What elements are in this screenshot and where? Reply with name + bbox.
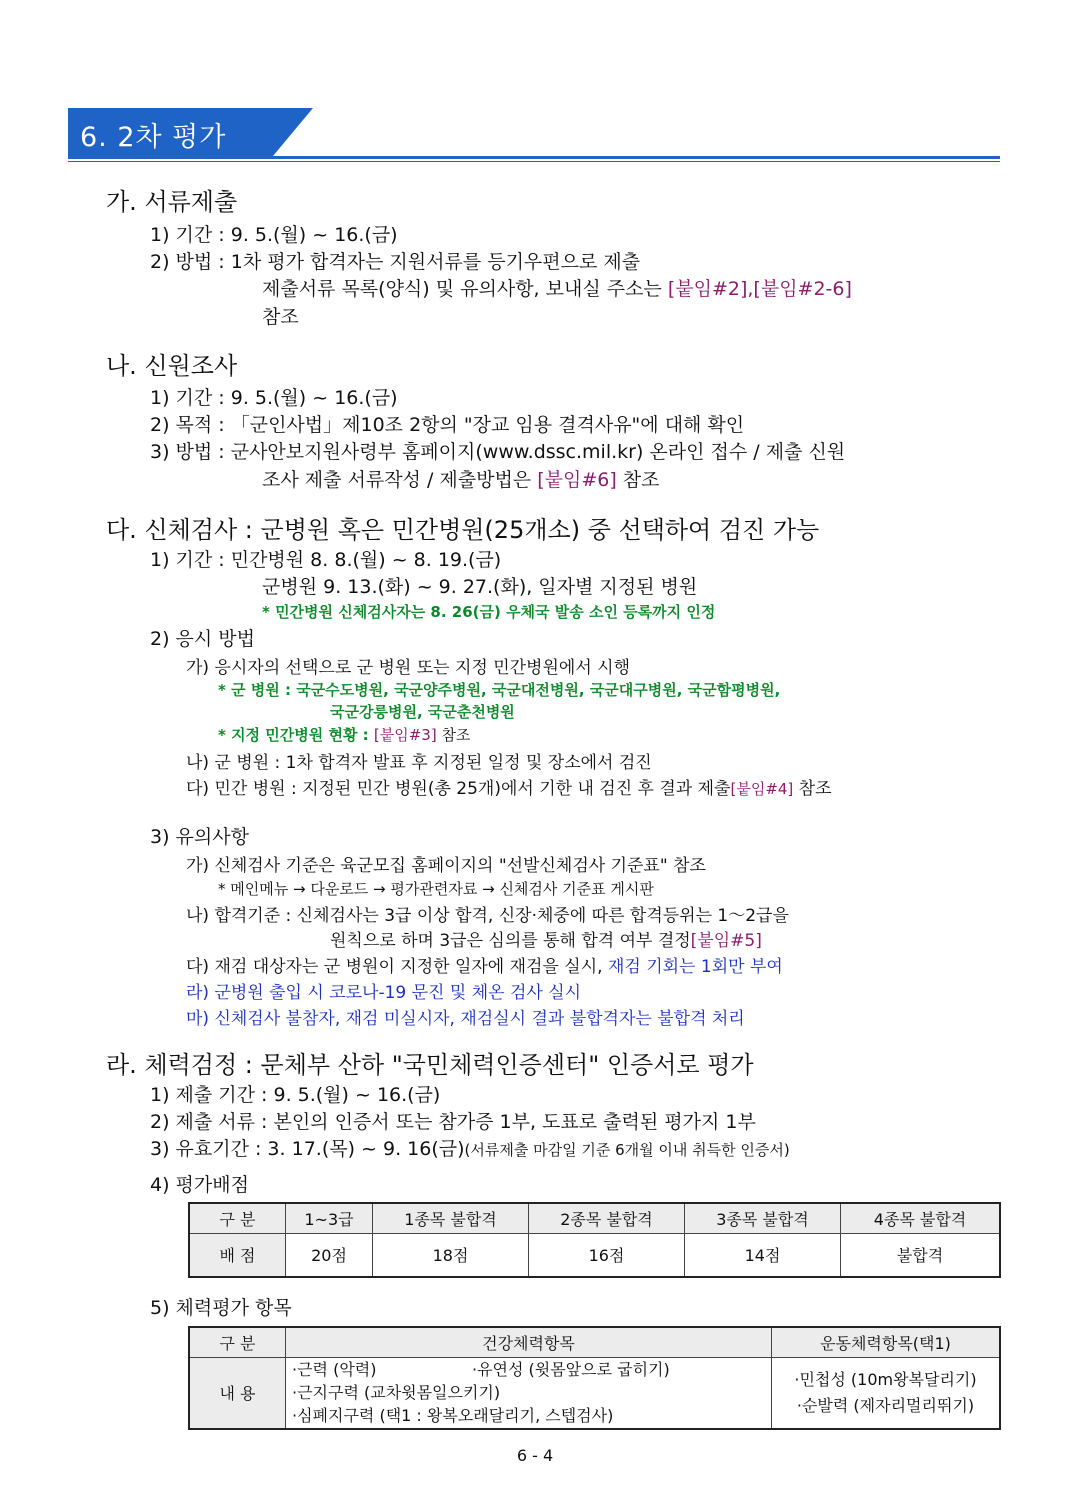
health-item: ·근력 (악력) (292, 1360, 377, 1380)
score-header-cell: 1~3급 (286, 1203, 373, 1233)
heading-ga: 가. 서류제출 (106, 188, 238, 216)
ra-validity (150, 1134, 790, 1161)
banner-rule (68, 156, 1000, 159)
da-caution-da-text: 다) 재검 대상자는 군 병원이 지정한 일자에 재검을 실시, (186, 957, 608, 977)
ga-docs (262, 274, 852, 301)
health-item: ·심폐지구력 (택1 : 왕복오래달리기, 스텝검사) (292, 1406, 614, 1426)
ga-period: 1) 기간 : 9. 5.(월) ~ 16.(금) (150, 224, 398, 246)
score-table (188, 1202, 1001, 1278)
na-method-cont (262, 465, 660, 492)
da-civil-hospitals-text: * 지정 민간병원 현황 : (218, 726, 374, 744)
score-row-label: 배 점 (189, 1233, 286, 1277)
page-number: 6 - 4 (516, 1446, 554, 1465)
da-caution-na-cont (330, 926, 762, 951)
score-header-cell: 4종목 불합격 (841, 1203, 1001, 1233)
da-military-hospitals: * 군 병원 : 국군수도병원, 국군양주병원, 국군대전병원, 국군대구병원, 국군함평병원, (218, 681, 781, 699)
health-item-line (292, 1358, 771, 1381)
heading-da: 다. 신체검사 : 군병원 혹은 민간병원(25개소) 중 선택하여 검진 가능 (106, 516, 820, 544)
da-exam-na: 나) 군 병원 : 1차 합격자 발표 후 지정된 일정 및 장소에서 검진 (186, 753, 652, 773)
da-caution: 3) 유의사항 (150, 826, 249, 848)
da-caution-na-text: 원칙으로 하며 3급은 심의를 통해 합격 여부 결정 (330, 931, 691, 951)
motor-item: ·민첩성 (10m왕복달리기) (794, 1369, 977, 1389)
ra-period: 1) 제출 기간 : 9. 5.(월) ~ 16.(금) (150, 1084, 441, 1106)
na-method-text: 조사 제출 서류작성 / 제출방법은 (262, 469, 538, 491)
items-row-label: 내 용 (189, 1357, 286, 1429)
score-header-cell: 1종목 불합격 (373, 1203, 529, 1233)
score-cell: 불합격 (841, 1233, 1001, 1277)
ra-docs: 2) 제출 서류 : 본인의 인증서 또는 참가증 1부, 도표로 출력된 평가지 1부 (150, 1111, 756, 1133)
na-method: 3) 방법 : 군사안보지원사령부 홈페이지(www.dssc.mil.kr) 온라인 접수 / 제출 신원 (150, 441, 846, 463)
items-header-cell: 건강체력항목 (286, 1327, 772, 1357)
score-cell: 16점 (529, 1233, 685, 1277)
ra-validity-text: 3) 유효기간 : 3. 17.(목) ~ 9. 16(금) (150, 1138, 465, 1160)
score-cell: 20점 (286, 1233, 373, 1277)
da-period-civil: 1) 기간 : 민간병원 8. 8.(월) ~ 8. 19.(금) (150, 549, 502, 571)
ra-items-label: 5) 체력평가 항목 (150, 1297, 292, 1319)
da-exam-ga: 가) 응시자의 선택으로 군 병원 또는 지정 민간병원에서 시행 (186, 658, 630, 678)
motor-item: ·순발력 (제자리멀리뛰기) (796, 1395, 975, 1415)
health-item: ·유연성 (윗몸앞으로 굽히기) (472, 1360, 670, 1380)
da-exam-da-ref: 참조 (793, 779, 832, 799)
da-civil-ref: 참조 (436, 726, 471, 744)
da-caution-menu: * 메인메뉴 → 다운로드 → 평가관련자료 → 신체검사 기준표 게시판 (218, 880, 654, 898)
da-caution-na-attachment: [붙임#5] (690, 931, 762, 951)
fitness-items-table (188, 1326, 1001, 1430)
score-header-cell: 3종목 불합격 (685, 1203, 841, 1233)
heading-ra: 라. 체력검정 : 문체부 산하 "국민체력인증센터" 인증서로 평가 (106, 1051, 754, 1079)
ga-attachment-ref: [붙임#2],[붙임#2-6] (667, 278, 852, 300)
health-item: ·근지구력 (교차윗몸일으키기) (292, 1383, 501, 1403)
section-title: 6. 2차 평가 (80, 122, 227, 153)
na-ref-text: 참조 (616, 469, 660, 491)
score-table-row (189, 1233, 1000, 1277)
ra-validity-note: (서류제출 마감일 기준 6개월 이내 취득한 인증서) (464, 1141, 790, 1159)
score-cell: 18점 (373, 1233, 529, 1277)
ga-method: 2) 방법 : 1차 평가 합격자는 지원서류를 등기우편으로 제출 (150, 251, 641, 273)
score-header-cell: 구 분 (189, 1203, 286, 1233)
da-caution-na: 나) 합격기준 : 신체검사는 3급 이상 합격, 신장·체중에 따른 합격등위는 1～2급을 (186, 906, 789, 926)
da-caution-ma: 마) 신체검사 불참자, 재검 미실시자, 재검실시 결과 불합격자는 불합격 처리 (186, 1009, 745, 1029)
ra-score-label: 4) 평가배점 (150, 1174, 249, 1196)
da-caution-da-highlight: 재검 기회는 1회만 부여 (607, 957, 783, 977)
items-table-row (189, 1357, 1000, 1429)
motor-items-cell (772, 1357, 1001, 1429)
items-header-cell: 구 분 (189, 1327, 286, 1357)
da-caution-ra: 라) 군병원 출입 시 코로나-19 문진 및 체온 검사 실시 (186, 983, 582, 1003)
da-caution-da (186, 952, 783, 977)
banner-rule-thin (68, 161, 1000, 162)
na-purpose: 2) 목적 : 「군인사법」제10조 2항의 "장교 임용 결격사유"에 대해 확인 (150, 414, 745, 436)
banner-arrow (273, 108, 313, 156)
items-table-header (189, 1327, 1000, 1357)
score-header-cell: 2종목 불합격 (529, 1203, 685, 1233)
da-civil-hospitals (218, 724, 470, 745)
da-civil-attachment: [붙임#3] (373, 726, 437, 744)
heading-na: 나. 신원조사 (106, 352, 238, 380)
score-table-header (189, 1203, 1000, 1233)
ga-docs-text: 제출서류 목록(양식) 및 유의사항, 보내실 주소는 (262, 278, 668, 300)
da-exam-da-attachment: [붙임#4] (730, 780, 794, 798)
da-exam-da-text: 다) 민간 병원 : 지정된 민간 병원(총 25개)에서 기한 내 검진 후 결과 제출 (186, 779, 731, 799)
da-period-military: 군병원 9. 13.(화) ~ 9. 27.(화), 일자별 지정된 병원 (262, 576, 698, 598)
da-military-hospitals-cont: 국군강릉병원, 국군춘천병원 (330, 703, 515, 721)
na-period: 1) 기간 : 9. 5.(월) ~ 16.(금) (150, 387, 398, 409)
da-exam-method: 2) 응시 방법 (150, 628, 255, 650)
ga-ref: 참조 (262, 306, 299, 328)
section-banner (68, 108, 1000, 160)
da-exam-da (186, 774, 832, 799)
na-attachment-ref: [붙임#6] (537, 469, 617, 491)
score-cell: 14점 (685, 1233, 841, 1277)
items-header-cell: 운동체력항목(택1) (772, 1327, 1001, 1357)
da-caution-ga: 가) 신체검사 기준은 육군모집 홈페이지의 "선발신체검사 기준표" 참조 (186, 856, 706, 876)
da-note-civil: * 민간병원 신체검사자는 8. 26(금) 우체국 발송 소인 등록까지 인정 (262, 603, 716, 621)
health-items-cell (286, 1357, 772, 1429)
